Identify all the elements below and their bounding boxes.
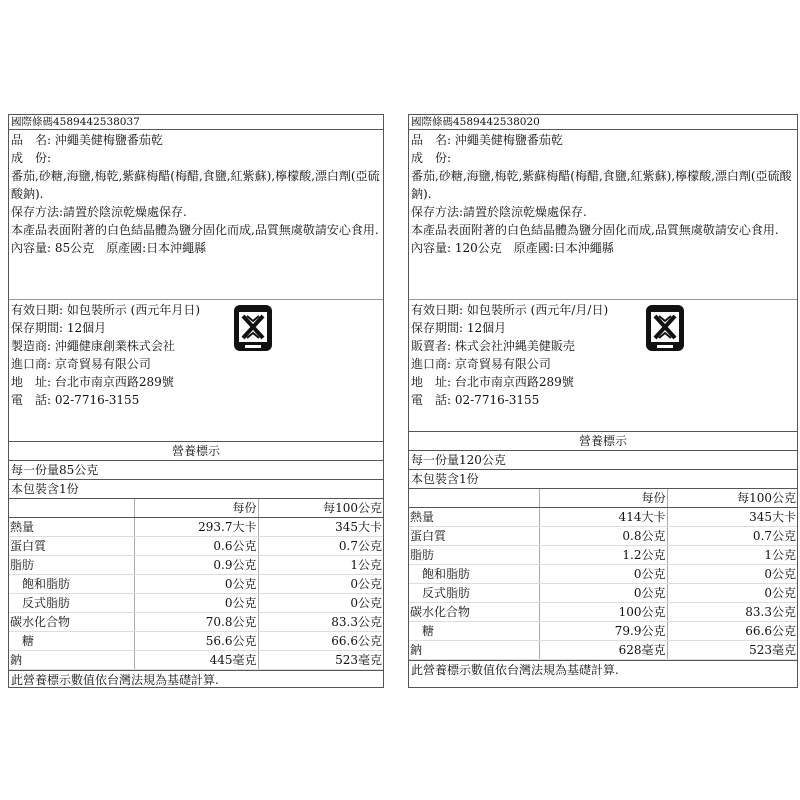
seller-text: 販賣者: 株式会社沖縄美健販売 (411, 339, 575, 353)
per-serving-value: 56.6公克 (134, 632, 258, 651)
table-header-row (9, 499, 383, 518)
col-per-serving: 每份 (539, 489, 667, 508)
serving-size: 每一份量120公克 (409, 451, 797, 470)
per-100g-value: 83.3公克 (667, 603, 797, 622)
product-info-section (9, 130, 383, 300)
nutrient-name: 糖 (9, 632, 134, 651)
barcode-text: 國際條碼4589442538037 (9, 115, 383, 130)
per-100g-value: 1公克 (258, 556, 383, 575)
table-row (409, 565, 797, 584)
per-100g-value: 0.7公克 (667, 527, 797, 546)
table-row (9, 651, 383, 670)
per-100g-value: 66.6公克 (667, 622, 797, 641)
per-serving-value: 0公克 (539, 584, 667, 603)
nutrient-name: 蛋白質 (409, 527, 539, 546)
shelf-life-text: 保存期間: 12個月 (411, 321, 507, 335)
ingredients-text: 番茄,砂糖,海鹽,梅乾,紫蘇梅醋(梅醋,食鹽,紅紫蘇),檸檬酸,漂白劑(亞硫酸鈉). (411, 169, 792, 201)
storage-text: 保存方法:請置於陰涼乾燥處保存. (11, 205, 187, 219)
nutrient-name: 脂肪 (9, 556, 134, 575)
table-row (9, 632, 383, 651)
nutrition-label-right (408, 114, 798, 688)
per-100g-value: 1公克 (667, 546, 797, 565)
expiry-text: 有效日期: 如包裝所示 (西元年/月/日) (411, 303, 609, 317)
nutrition-footnote: 此營養標示數值依台灣法規為基礎計算. (409, 660, 797, 679)
per-100g-value: 345大卡 (258, 518, 383, 537)
table-row (409, 508, 797, 527)
per-serving-value: 0.6公克 (134, 537, 258, 556)
nutrient-name: 鈉 (9, 651, 134, 670)
per-100g-value: 0公克 (258, 594, 383, 613)
nutrition-title: 營養標示 (409, 431, 797, 451)
nutrient-name: 糖 (409, 622, 539, 641)
ingredients-title: 成 份: (11, 151, 52, 165)
col-per-100g: 每100公克 (667, 489, 797, 508)
phone-text: 電 話: 02-7716-3155 (11, 393, 140, 407)
col-per-serving: 每份 (134, 499, 258, 518)
address-text: 地 址: 台北市南京西路289號 (411, 375, 574, 389)
nutrition-label-left (8, 114, 384, 688)
importer-text: 進口商: 京奇貿易有限公司 (11, 357, 151, 371)
servings-per-pack: 本包裝含1份 (9, 480, 383, 499)
per-100g-value: 0公克 (258, 575, 383, 594)
manufacturer-text: 製造商: 沖繩健康創業株式会社 (11, 339, 175, 353)
per-serving-value: 0公克 (134, 594, 258, 613)
table-row (409, 546, 797, 565)
table-row (409, 622, 797, 641)
nutrition-section (409, 431, 797, 679)
per-100g-value: 523毫克 (667, 641, 797, 660)
product-name: 品 名: 沖繩美健梅鹽番茄乾 (411, 133, 563, 147)
nutrient-name: 反式脂肪 (409, 584, 539, 603)
nutrient-name: 碳水化合物 (9, 613, 134, 632)
company-info-section (409, 300, 797, 426)
per-serving-value: 1.2公克 (539, 546, 667, 565)
content-text: 內容量: 85公克 原產國:日本沖繩縣 (11, 241, 207, 255)
recycle-mark-icon (233, 304, 273, 352)
nutrition-section (9, 441, 383, 689)
phone-text: 電 話: 02-7716-3155 (411, 393, 540, 407)
table-row (9, 594, 383, 613)
table-row (409, 641, 797, 660)
table-row (9, 556, 383, 575)
serving-size: 每一份量85公克 (9, 461, 383, 480)
nutrient-name: 鈉 (409, 641, 539, 660)
table-header-row (409, 489, 797, 508)
per-serving-value: 628毫克 (539, 641, 667, 660)
per-100g-value: 66.6公克 (258, 632, 383, 651)
table-row (409, 527, 797, 546)
nutrient-name: 蛋白質 (9, 537, 134, 556)
per-serving-value: 70.8公克 (134, 613, 258, 632)
per-serving-value: 0.8公克 (539, 527, 667, 546)
per-100g-value: 0公克 (667, 584, 797, 603)
nutrition-title: 營養標示 (9, 441, 383, 461)
expiry-text: 有效日期: 如包裝所示 (西元年月日) (11, 303, 201, 317)
shelf-life-text: 保存期間: 12個月 (11, 321, 107, 335)
content-text: 內容量: 120公克 原產國:日本沖繩縣 (411, 241, 614, 255)
nutrient-name: 熱量 (9, 518, 134, 537)
barcode-text: 國際條碼4589442538020 (409, 115, 797, 130)
note-text: 本產品表面附著的白色結晶體為鹽分固化而成,品質無虞敬請安心食用. (411, 223, 779, 237)
table-row (9, 613, 383, 632)
nutrient-name: 熱量 (409, 508, 539, 527)
per-serving-value: 0.9公克 (134, 556, 258, 575)
nutrient-name: 反式脂肪 (9, 594, 134, 613)
per-100g-value: 0公克 (667, 565, 797, 584)
table-row (409, 584, 797, 603)
per-serving-value: 79.9公克 (539, 622, 667, 641)
per-serving-value: 100公克 (539, 603, 667, 622)
col-per-100g: 每100公克 (258, 499, 383, 518)
note-text: 本產品表面附著的白色結晶體為鹽分固化而成,品質無虞敬請安心食用. (11, 223, 379, 237)
per-100g-value: 83.3公克 (258, 613, 383, 632)
per-serving-value: 414大卡 (539, 508, 667, 527)
nutrient-name: 飽和脂肪 (409, 565, 539, 584)
nutrient-name: 碳水化合物 (409, 603, 539, 622)
per-100g-value: 345大卡 (667, 508, 797, 527)
per-100g-value: 0.7公克 (258, 537, 383, 556)
per-100g-value: 523毫克 (258, 651, 383, 670)
ingredients-title: 成 份: (411, 151, 452, 165)
ingredients-text: 番茄,砂糖,海鹽,梅乾,紫蘇梅醋(梅醋,食鹽,紅紫蘇),檸檬酸,漂白劑(亞硫酸鈉). (11, 169, 380, 201)
nutrition-table (9, 499, 383, 670)
per-serving-value: 0公克 (539, 565, 667, 584)
per-serving-value: 445毫克 (134, 651, 258, 670)
nutrient-name: 脂肪 (409, 546, 539, 565)
importer-text: 進口商: 京奇貿易有限公司 (411, 357, 551, 371)
table-row (9, 518, 383, 537)
nutrition-footnote: 此營養標示數值依台灣法規為基礎計算. (9, 670, 383, 689)
table-row (9, 537, 383, 556)
table-row (409, 603, 797, 622)
nutrient-name: 飽和脂肪 (9, 575, 134, 594)
address-text: 地 址: 台北市南京西路289號 (11, 375, 174, 389)
product-info-section (409, 130, 797, 300)
per-serving-value: 0公克 (134, 575, 258, 594)
table-row (9, 575, 383, 594)
product-name: 品 名: 沖繩美健梅鹽番茄乾 (11, 133, 163, 147)
nutrition-table (409, 489, 797, 660)
recycle-mark-icon (645, 304, 685, 352)
storage-text: 保存方法:請置於陰涼乾燥處保存. (411, 205, 587, 219)
company-info-section (9, 300, 383, 442)
per-serving-value: 293.7大卡 (134, 518, 258, 537)
servings-per-pack: 本包裝含1份 (409, 470, 797, 489)
